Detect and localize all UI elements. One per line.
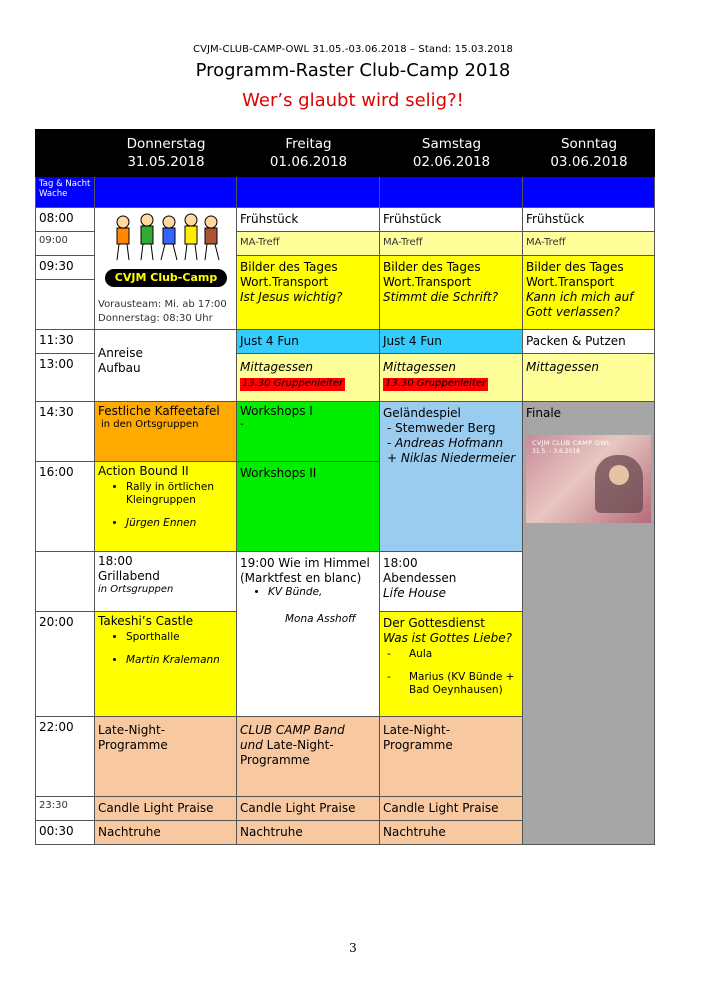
thema-text: Stimmt die Schrift?	[383, 290, 499, 304]
blue-cell-saturday	[380, 177, 523, 208]
thursday-late-night-cell: Late-Night-Programme	[95, 717, 237, 797]
action-bound-list	[98, 481, 233, 530]
saturday-candle-cell: Candle Light Praise	[380, 797, 523, 821]
grillabend-cell	[95, 552, 237, 612]
list-item: • KV Bünde,	[268, 586, 376, 599]
list-item: • Martin Kralemann	[126, 654, 233, 667]
gruppenleiter-label: 13.30 Gruppenleiter	[385, 378, 487, 389]
sunday-bilder-cell	[523, 256, 655, 330]
thema-text: Ist Jesus wichtig?	[240, 290, 343, 304]
grillabend-subtitle: in Ortsgruppen	[98, 584, 174, 595]
list-item: • Sporthalle	[126, 631, 233, 644]
time-1430: 14:30	[35, 402, 95, 462]
flyer-photo-face	[609, 465, 629, 485]
gottesdienst-item-1: - Aula	[387, 648, 433, 660]
day-date: 31.05.2018	[127, 154, 205, 171]
wort-text: Wort.Transport	[383, 275, 472, 289]
time-1130: 11:30	[35, 330, 95, 354]
takeshi-title: Takeshi’s Castle	[98, 614, 194, 628]
time-empty-2	[35, 552, 95, 612]
takeshi-cell	[95, 612, 237, 717]
page-number: 3	[349, 941, 357, 955]
band-title: CLUB CAMP Band	[240, 723, 345, 737]
blue-cell-sunday	[523, 177, 655, 208]
sunday-matreff-cell: MA-Treff	[523, 232, 655, 256]
club-camp-flyer	[526, 435, 651, 523]
sunday-fruehstueck-cell: Frühstück	[523, 208, 655, 232]
grillabend-time: 18:00	[98, 554, 133, 568]
saturday-mittag-cell	[380, 354, 523, 402]
flyer-title: CVJM CLUB CAMP OWL	[532, 439, 611, 447]
saturday-fruehstueck-cell: Frühstück	[380, 208, 523, 232]
abend-time: 18:00	[383, 556, 418, 570]
time-2200: 22:00	[35, 717, 95, 797]
day-date: 01.06.2018	[269, 154, 348, 171]
ws1-dash: -	[240, 419, 244, 430]
anreise-cell	[95, 330, 237, 402]
mittag-text: Mittagessen	[383, 360, 456, 374]
saturday-gottesdienst-cell	[380, 612, 523, 717]
friday-workshops2-cell: Workshops II	[237, 462, 380, 552]
tag-nacht-wache-label: Tag & Nacht Wache	[35, 177, 95, 208]
time-0030: 00:30	[35, 821, 95, 845]
gottesdienst-item-text: Aula	[409, 648, 433, 660]
page-title: Programm-Raster Club-Camp 2018	[195, 60, 511, 81]
friday-band-cell	[237, 717, 380, 797]
anreise-text: Anreise	[98, 346, 143, 360]
band-late: Late-Night-	[266, 738, 334, 752]
gottesdienst-title: Der Gottesdienst	[383, 616, 485, 630]
day-header-thursday	[95, 129, 237, 177]
aufbau-text: Aufbau	[98, 361, 141, 375]
takeshi-list	[98, 631, 233, 667]
day-name: Donnerstag	[126, 136, 206, 152]
day-header-friday	[237, 129, 380, 177]
grillabend-title: Grillabend	[98, 569, 160, 583]
abend-title: Abendessen	[383, 571, 457, 585]
bilder-text: Bilder des Tages	[383, 260, 481, 274]
friday-fruehstueck-cell: Frühstück	[237, 208, 380, 232]
finale-title: Finale	[526, 406, 562, 420]
action-bound-title: Action Bound II	[98, 464, 189, 478]
cvjm-club-camp-logo	[105, 212, 227, 282]
band-und: und	[240, 738, 263, 752]
friday-himmel-cell	[237, 552, 380, 717]
gottesdienst-thema: Was ist Gottes Liebe?	[383, 631, 513, 645]
friday-bilder-cell	[237, 256, 380, 330]
saturday-just4fun-cell: Just 4 Fun	[380, 330, 523, 354]
page-subtitle: Wer’s glaubt wird selig?!	[242, 90, 464, 111]
kaffeetafel-cell	[95, 402, 237, 462]
friday-mittag-cell	[237, 354, 380, 402]
abend-subtitle: Life House	[383, 586, 447, 600]
document-header: CVJM-CLUB-CAMP-OWL 31.05.-03.06.2018 – Stand: 15.03.2018	[192, 44, 514, 55]
gelaende-item: + Niklas Niedermeier	[387, 451, 516, 465]
time-0930: 09:30	[35, 256, 95, 280]
saturday-late-night-cell: Late-Night-Programme	[380, 717, 523, 797]
day-header-sunday	[523, 129, 655, 177]
kids-illustration-icon	[105, 212, 227, 264]
time-2000: 20:00	[35, 612, 95, 717]
himmel-subtitle: (Marktfest en blanc)	[240, 571, 362, 585]
thursday-morning-cell	[95, 208, 237, 330]
thursday-candle-cell: Candle Light Praise	[95, 797, 237, 821]
gottesdienst-item-text: Marius (KV Bünde + Bad Oeynhausen)	[409, 671, 515, 697]
vorausteam-text: Vorausteam: Mi. ab 17:00	[98, 299, 227, 310]
mittag-text: Mittagessen	[240, 360, 313, 374]
time-1600: 16:00	[35, 462, 95, 552]
friday-nachtruhe-cell: Nachtruhe	[237, 821, 380, 845]
time-0800: 08:00	[35, 208, 95, 232]
action-bound-cell	[95, 462, 237, 552]
day-header-saturday	[380, 129, 523, 177]
ws1-text: Workshops I	[240, 404, 313, 418]
friday-workshops1-cell	[237, 402, 380, 462]
sunday-packen-cell: Packen & Putzen	[523, 330, 655, 354]
kaffeetafel-title: Festliche Kaffeetafel	[98, 404, 220, 418]
mittag-text: Mittagessen	[526, 360, 599, 374]
himmel-title: 19:00 Wie im Himmel	[240, 556, 370, 570]
sunday-mittag-cell	[523, 354, 655, 402]
blue-cell-thursday	[95, 177, 237, 208]
saturday-matreff-cell: MA-Treff	[380, 232, 523, 256]
thursday-nachtruhe-cell: Nachtruhe	[95, 821, 237, 845]
saturday-bilder-cell	[380, 256, 523, 330]
bilder-text: Bilder des Tages	[240, 260, 338, 274]
list-item: • Jürgen Ennen	[126, 517, 233, 530]
logo-text: CVJM Club-Camp	[105, 269, 227, 287]
kaffeetafel-subtitle: in den Ortsgruppen	[101, 419, 199, 430]
day-date: 03.06.2018	[550, 154, 628, 171]
wort-text: Wort.Transport	[240, 275, 329, 289]
friday-candle-cell: Candle Light Praise	[237, 797, 380, 821]
saturday-nachtruhe-cell: Nachtruhe	[380, 821, 523, 845]
day-name: Samstag	[421, 136, 482, 152]
bilder-text: Bilder des Tages	[526, 260, 624, 274]
friday-matreff-cell: MA-Treff	[237, 232, 380, 256]
day-name: Freitag	[285, 136, 332, 152]
friday-just4fun-cell: Just 4 Fun	[237, 330, 380, 354]
day-date: 02.06.2018	[412, 154, 491, 171]
gelaende-title: Geländespiel	[383, 406, 461, 420]
saturday-abend-cell	[380, 552, 523, 612]
time-1300: 13:00	[35, 354, 95, 402]
time-0900: 09:00	[35, 232, 95, 256]
gelaende-item: - Andreas Hofmann	[387, 436, 504, 450]
band-programme: Programme	[240, 753, 310, 767]
day-name: Sonntag	[560, 136, 618, 152]
gruppenleiter-label: 13.30 Gruppenleiter	[242, 378, 344, 389]
header-time-cell	[35, 129, 95, 177]
donnerstag-time-text: Donnerstag: 08:30 Uhr	[98, 313, 213, 324]
list-item: • Rally in örtlichen Kleingruppen	[126, 481, 233, 507]
himmel-list	[240, 586, 376, 599]
blue-cell-friday	[237, 177, 380, 208]
thema-text: Kann ich mich auf Gott verlassen?	[526, 290, 634, 319]
wort-text: Wort.Transport	[526, 275, 615, 289]
saturday-gelaende-cell	[380, 402, 523, 552]
gelaende-item: - Stemweder Berg	[387, 421, 496, 435]
himmel-item-2: Mona Asshoff	[285, 613, 356, 626]
time-empty-1	[35, 280, 95, 330]
sunday-finale-cell	[523, 402, 655, 845]
gottesdienst-item-2: - Marius (KV Bünde + Bad Oeynhausen)	[387, 671, 519, 697]
flyer-dates: 31.5. - 3.6.2018	[532, 448, 580, 455]
time-2330: 23:30	[35, 797, 95, 821]
